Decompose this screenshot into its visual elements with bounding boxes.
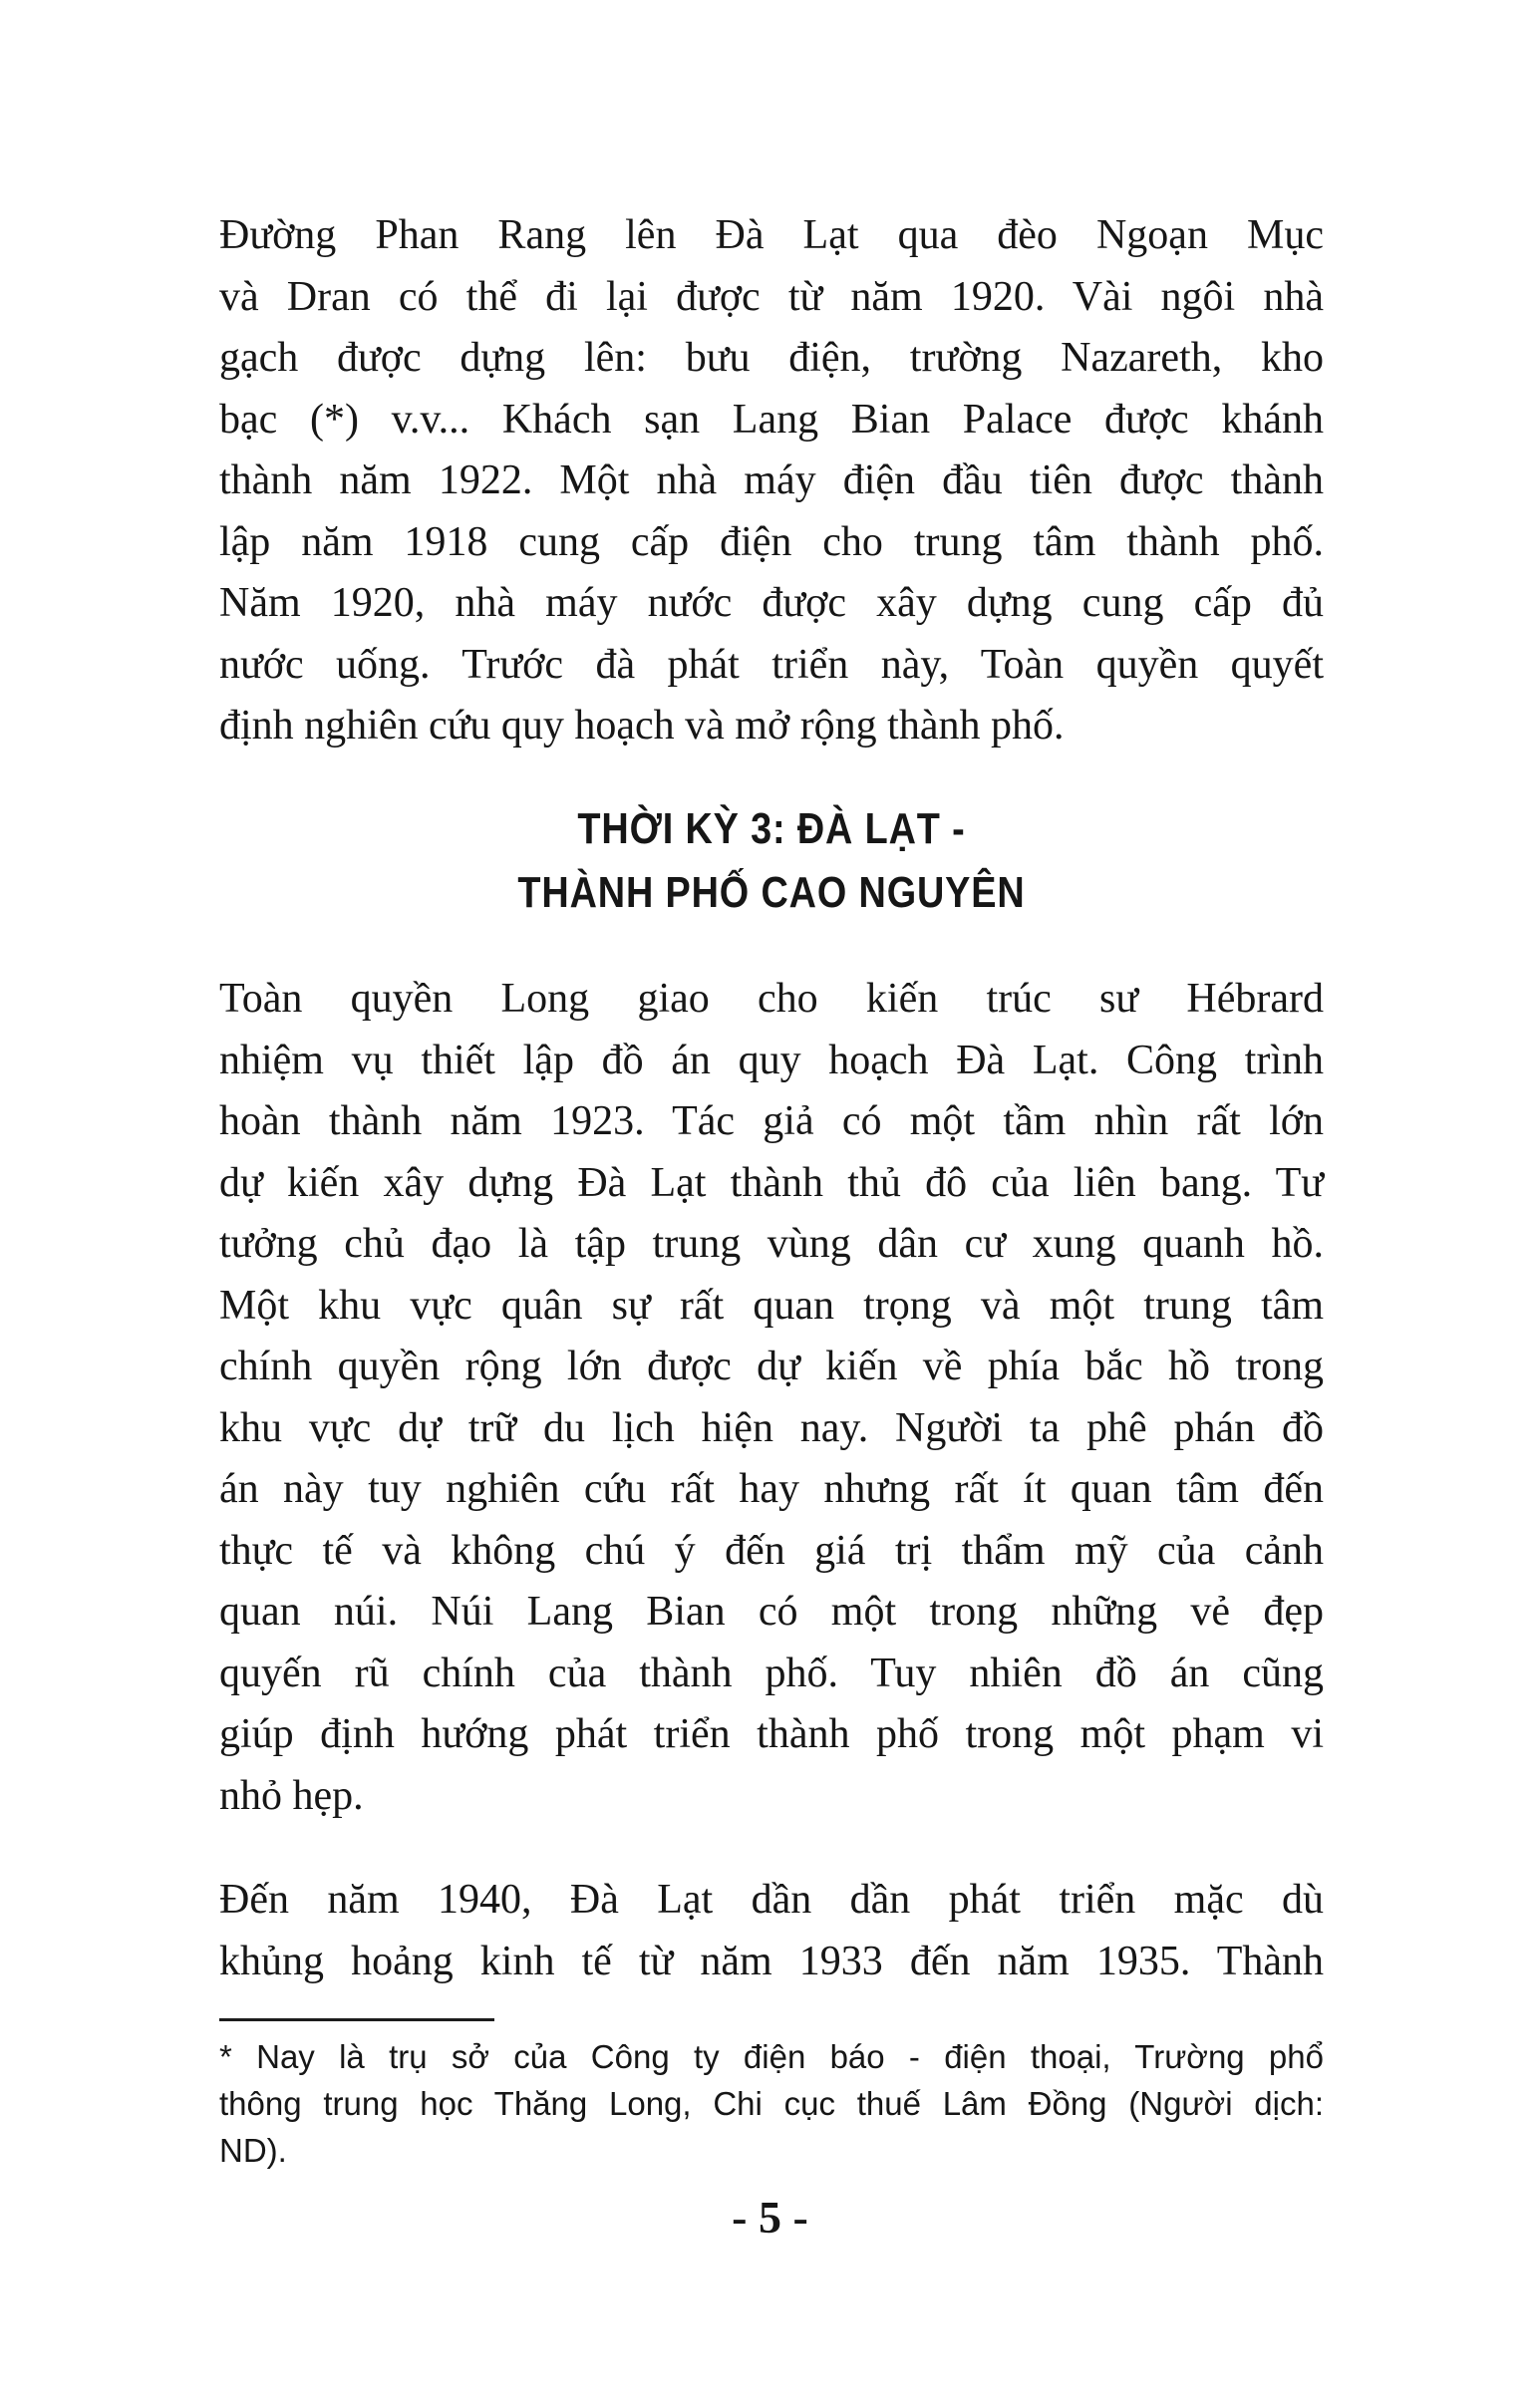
paragraph-line: Đường Phan Rang lên Đà Lạt qua đèo Ngoạn Mục [219, 212, 1324, 258]
paragraph-line: thực tế và không chú ý đến giá trị thẩm mỹ của cảnh [219, 1527, 1324, 1574]
paragraph-line: Đến năm 1940, Đà Lạt dần dần phát triển mặc dù [219, 1877, 1324, 1923]
footnote-line: * Nay là trụ sở của Công ty điện báo - điện thoại, Trường phổ [219, 2038, 1324, 2075]
paragraph-line: dự kiến xây dựng Đà Lạt thành thủ đô của liên bang. Tư [219, 1159, 1324, 1206]
paragraph-line: Một khu vực quân sự rất quan trọng và một trung tâm [219, 1282, 1324, 1329]
paragraph-line: khủng hoảng kinh tế từ năm 1933 đến năm 1935. Thành [219, 1938, 1324, 1984]
page-number: - 5 - [732, 2192, 808, 2243]
paragraph-hebrard-plan [219, 969, 1324, 1827]
paragraph-line: nhiệm vụ thiết lập đồ án quy hoạch Đà Lạt. Công trình [219, 1037, 1324, 1083]
paragraph-line: hoàn thành năm 1923. Tác giả có một tầm nhìn rất lớn [219, 1098, 1324, 1144]
paragraph-line: Toàn quyền Long giao cho kiến trúc sư Hébrard [219, 976, 1324, 1022]
paragraph-line: và Dran có thể đi lại được từ năm 1920. Vài ngôi nhà [219, 273, 1324, 320]
paragraph-line: nhỏ hẹp. [219, 1772, 364, 1819]
footnote-divider [219, 2018, 494, 2021]
paragraph-1940-development [219, 1870, 1324, 1992]
paragraph-phan-rang-road [219, 205, 1324, 757]
paragraph-line: giúp định hướng phát triển thành phố trong một phạm vi [219, 1711, 1324, 1757]
paragraph-line: khu vực dự trữ du lịch hiện nay. Người ta phê phán đồ [219, 1404, 1324, 1451]
paragraph-line: án này tuy nghiên cứu rất hay nhưng rất ít quan tâm đến [219, 1466, 1324, 1512]
paragraph-line: quyến rũ chính của thành phố. Tuy nhiên đồ án cũng [219, 1650, 1324, 1696]
paragraph-line: nước uống. Trước đà phát triển này, Toàn quyền quyết [219, 641, 1324, 688]
paragraph-line: Năm 1920, nhà máy nước được xây dựng cung cấp đủ [219, 580, 1324, 626]
paragraph-line: thành năm 1922. Một nhà máy điện đầu tiên được thành [219, 457, 1324, 503]
paragraph-line: tưởng chủ đạo là tập trung vùng dân cư xung quanh hồ. [219, 1221, 1324, 1267]
footnote-line: ND). [219, 2132, 287, 2169]
footnote-line: thông trung học Thăng Long, Chi cục thuế Lâm Đồng (Người dịch: [219, 2085, 1324, 2122]
paragraph-line: bạc (*) v.v... Khách sạn Lang Bian Palace được khánh [219, 396, 1324, 443]
paragraph-line: quan núi. Núi Lang Bian có một trong những vẻ đẹp [219, 1589, 1324, 1635]
paragraph-line: chính quyền rộng lớn được dự kiến về phía bắc hồ trong [219, 1344, 1324, 1389]
section-heading-line-1: THỜI KỲ 3: ĐÀ LẠT - [577, 804, 966, 853]
footnote [219, 2033, 1324, 2174]
paragraph-line: định nghiên cứu quy hoạch và mở rộng thành phố. [219, 703, 1065, 749]
paragraph-line: gạch được dựng lên: bưu điện, trường Nazareth, kho [219, 335, 1324, 381]
paragraph-line: lập năm 1918 cung cấp điện cho trung tâm thành phố. [219, 518, 1324, 565]
section-heading-line-2: THÀNH PHỐ CAO NGUYÊN [517, 868, 1026, 917]
